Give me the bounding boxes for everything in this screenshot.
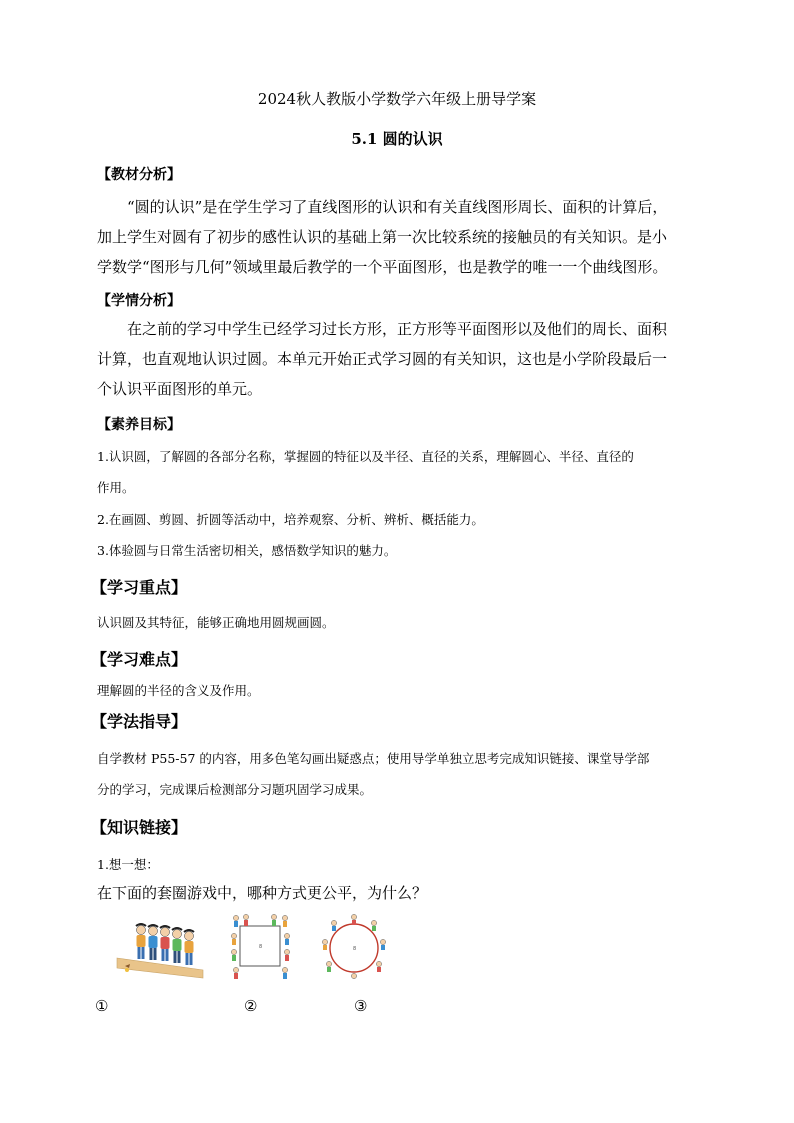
textbook-analysis-paragraph xyxy=(97,192,701,282)
difficulties-text: 理解圆的半径的含义及作用。 xyxy=(97,683,260,698)
learner-analysis-paragraph xyxy=(97,314,701,404)
square-formation-illustration xyxy=(230,912,292,980)
section-heading-key-points: 【学习重点】 xyxy=(91,578,188,597)
method-line: 分的学习，完成课后检测部分习题巩固学习成果。 xyxy=(97,782,373,797)
knowledge-link-item: 1.想一想： xyxy=(97,857,159,872)
section-heading-textbook-analysis: 【教材分析】 xyxy=(97,167,181,183)
paragraph-line: 学数学“图形与几何”领域里最后教学的一个平面图形，也是教学的唯一一个曲线图形。 xyxy=(97,258,668,276)
paragraph-line: 个认识平面图形的单元。 xyxy=(97,380,263,398)
section-heading-knowledge-link: 【知识链接】 xyxy=(91,818,188,837)
circle-formation-illustration xyxy=(318,912,390,982)
knowledge-link-question: 在下面的套圈游戏中，哪种方式更公平，为什么？ xyxy=(97,884,428,902)
section-heading-method: 【学法指导】 xyxy=(91,712,188,731)
lesson-title: 5.1 圆的认识 xyxy=(351,130,443,148)
paragraph-line: “圆的认识”是在学生学习了直线图形的认识和有关直线图形周长、面积的计算后， xyxy=(127,198,668,216)
paragraph-line: 加上学生对圆有了初步的感性认识的基础上第一次比较系统的接触员的有关知识。是小 xyxy=(97,228,668,246)
svg-text:8: 8 xyxy=(353,946,357,952)
paragraph-line: 计算，也直观地认识过圆。本单元开始正式学习圆的有关知识，这也是小学阶段最后一 xyxy=(97,350,668,368)
method-line: 自学教材 P55-57 的内容，用多色笔勾画出疑惑点；使用导学单独立思考完成知识链接、课堂导学部 xyxy=(97,751,650,766)
paragraph-line: 在之前的学习中学生已经学习过长方形，正方形等平面图形以及他们的周长、面积 xyxy=(127,320,668,338)
section-heading-goals: 【素养目标】 xyxy=(97,417,181,433)
goal-item-continued: 作用。 xyxy=(97,480,135,495)
figure-label-1: ① xyxy=(95,997,109,1015)
section-heading-difficulties: 【学习难点】 xyxy=(91,650,188,669)
key-points-text: 认识圆及其特征，能够正确地用圆规画圆。 xyxy=(97,615,335,630)
goal-item: 2.在画圆、剪圆、折圆等活动中，培养观察、分析、辨析、概括能力。 xyxy=(97,512,484,527)
document-title: 2024秋人教版小学数学六年级上册导学案 xyxy=(257,90,537,108)
section-heading-learner-analysis: 【学情分析】 xyxy=(97,293,181,309)
goal-item: 3.体验圆与日常生活密切相关，感悟数学知识的魅力。 xyxy=(97,543,397,558)
svg-text:8: 8 xyxy=(259,944,263,950)
figure-label-3: ③ xyxy=(354,997,368,1015)
goal-item: 1.认识圆，了解圆的各部分名称，掌握圆的特征以及半径、直径的关系，理解圆心、半径、直径的 xyxy=(97,449,634,464)
figure-label-2: ② xyxy=(244,997,258,1015)
line-formation-illustration xyxy=(115,918,205,980)
